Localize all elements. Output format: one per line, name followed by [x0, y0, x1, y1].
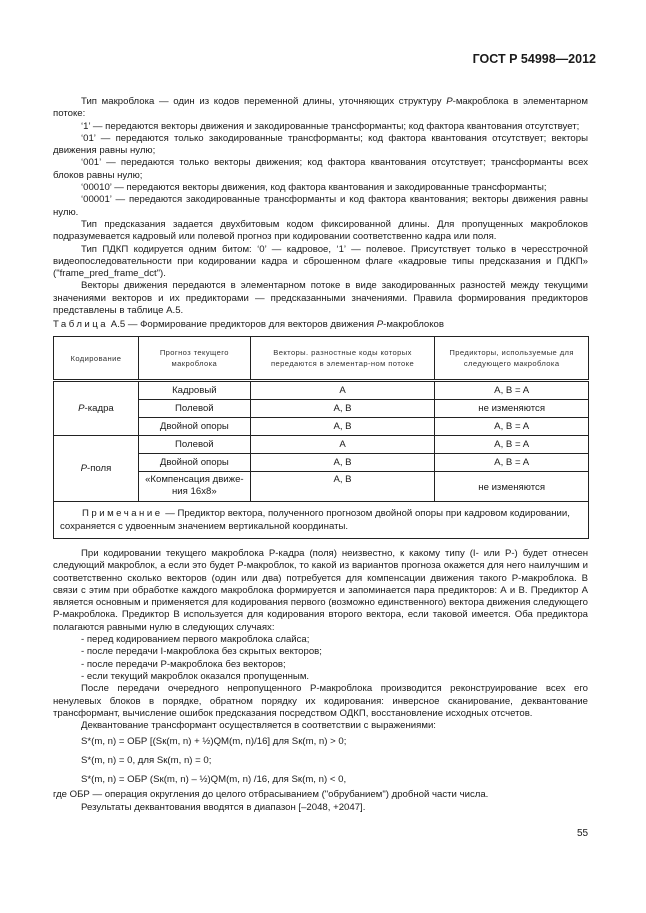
predictors-cell: не изменяются — [435, 400, 589, 418]
table-caption: Таблица А.5 — Формирование предикторов для векторов движения P-макроблоков — [53, 319, 444, 330]
prediction-type-paragraph: Тип предсказания задается двухбитовым кодом фиксированной длины. Для пропущенных макроблоков подразумевается кадровый или полевой прогноз при кодировании соответственно кадра или поля. — [53, 218, 588, 243]
code-item: ‘001’ — передаются только векторы движения; код фактора квантования отсутствует; трансформанты всех блоков равны нулю; — [53, 157, 588, 181]
code-item: ‘01’ — передаются только закодированные трансформанты; код фактора квантования отсутствует; векторы движения равны нулю; — [53, 132, 588, 157]
vectors-cell: A, B — [250, 472, 435, 502]
code-item: ‘00010’ — передаются векторы движения, код фактора квантования и закодированные трансформанты; — [81, 182, 547, 194]
zero-case-item: - перед кодированием первого макроблока слайса; — [81, 634, 310, 646]
vectors-cell: A — [250, 381, 435, 400]
vectors-cell: A — [250, 436, 435, 454]
forecast-cell: «Компенсация движе-ния 16x8» — [138, 472, 250, 502]
formula-negative: S*(m, n) = ОБР (Sк(m, n) – ½)QM(m, n) /16, для Sк(m, n) < 0, — [81, 774, 347, 786]
formula-positive: S*(m, n) = ОБР [(Sк(m, n) + ½)QM(m, n)/16] для Sк(m, n) > 0; — [81, 736, 347, 748]
page-number: 55 — [577, 828, 589, 839]
code-item: ‘1’ — передаются векторы движения и закодированные трансформанты; код фактора квантования отсутствует; — [81, 120, 580, 132]
table-note: Примечание — Предиктор вектора, полученного прогнозом двойной опоры при кадровом кодировании, сохраняется с удвоенным значением вертикальной координаты. — [54, 502, 589, 539]
motion-vectors-paragraph: Векторы движения передаются в элементарном потоке в виде закодированных разностей между текущими значениями векторов и их предикторами — предсказанными значениями. Правила формирования предикторов представлены в таблице А.5. — [53, 280, 588, 317]
table-note-row — [54, 502, 589, 539]
zero-case-item: - после передачи P-макроблока без векторов; — [81, 658, 286, 670]
intro-section — [53, 96, 588, 317]
predictor-table — [53, 336, 589, 539]
table-row — [54, 381, 589, 400]
forecast-cell: Полевой — [138, 436, 250, 454]
reconstruction-paragraph: После передачи очередного непропущенного P-макроблока производится реконструирование всех его ненулевых блоков в порядке, обратном порядку их кодирования: инверсное сканирование, деквантование трансформант, вычисление ошибок предсказания посредством ОДКП, восстановление исходных отсчетов. — [53, 683, 588, 719]
obr-definition: где ОБР — операция округления до целого отбрасыванием ("обрубанием") дробной части числа. — [53, 789, 489, 801]
standard-header: ГОСТ Р 54998—2012 — [472, 52, 596, 66]
column-header: Кодирование — [54, 337, 139, 381]
macroblock-type-paragraph: Тип макроблока — один из кодов переменной длины, уточняющих структуру P-макроблока в элементарном потоке: — [53, 96, 588, 120]
zero-case-item: - если текущий макроблок оказался пропущенным. — [81, 670, 310, 682]
predictors-cell: A, B = A — [435, 454, 589, 472]
table-row — [54, 436, 589, 454]
code-item: ‘00001’ — передаются закодированные трансформанты и код фактора квантования; векторы движения равны нулю. — [53, 194, 588, 218]
vectors-cell: A, B — [250, 400, 435, 418]
dct-type-paragraph: Тип ПДКП кодируется одним битом: ‘0’ — кадровое, ‘1’ — полевое. Присутствует только в чересстрочной видеопоследовательности при кодировании кадра и сброшенном флаге «кадровые типы предсказания и ПДКП» ("frame_pred_frame_dct"). — [53, 243, 588, 280]
column-header: Прогноз текущего макроблока — [138, 337, 250, 381]
vectors-cell: A, B — [250, 454, 435, 472]
zero-case-item: - после передачи I-макроблока без скрытых векторов; — [81, 646, 322, 658]
predictors-cell: не изменяются — [435, 472, 589, 502]
coding-cell: P-кадра — [54, 381, 139, 436]
column-header: Векторы. разностные коды которых передаются в элементар-ном потоке — [250, 337, 435, 381]
range-paragraph: Результаты деквантования вводятся в диапазон [–2048, +2047]. — [81, 801, 366, 813]
predictors-cell: A, B = A — [435, 418, 589, 436]
after-table-section — [53, 548, 588, 814]
coding-cell: P-поля — [54, 436, 139, 502]
dequantization-intro: Деквантование трансформант осуществляется в соответствии с выражениями: — [81, 720, 436, 732]
predictor-explanation-paragraph: При кодировании текущего макроблока P-кадра (поля) неизвестно, к какому типу (I- или P-) будет отнесен следующий макроблок, а если это будет P-макроблок, то какой из вариантов прогноза окажется для него наилучшим и соответственно сколько векторов (один или два) потребуется для компенсации движения такого P-макроблока. В связи с этим при обработке каждого макроблока формируется и запоминается пара предикторов: А и В. Предиктор А является основным и применяется для кодирования первого (возможно единственного) вектора движения следующего P-макроблока. Предиктор В используется для кодирования второго вектора, если таковой имеется. Оба предиктора полагаются равными нулю в следующих случаях: — [53, 548, 588, 633]
formula-zero: S*(m, n) = 0, для Sк(m, n) = 0; — [81, 755, 212, 767]
forecast-cell: Полевой — [138, 400, 250, 418]
forecast-cell: Кадровый — [138, 381, 250, 400]
forecast-cell: Двойной опоры — [138, 454, 250, 472]
forecast-cell: Двойной опоры — [138, 418, 250, 436]
table-header-row — [54, 337, 589, 381]
predictors-cell: A, B = A — [435, 436, 589, 454]
predictors-cell: A, B = A — [435, 381, 589, 400]
column-header: Предикторы, используемые для следующего макроблока — [435, 337, 589, 381]
vectors-cell: A, B — [250, 418, 435, 436]
